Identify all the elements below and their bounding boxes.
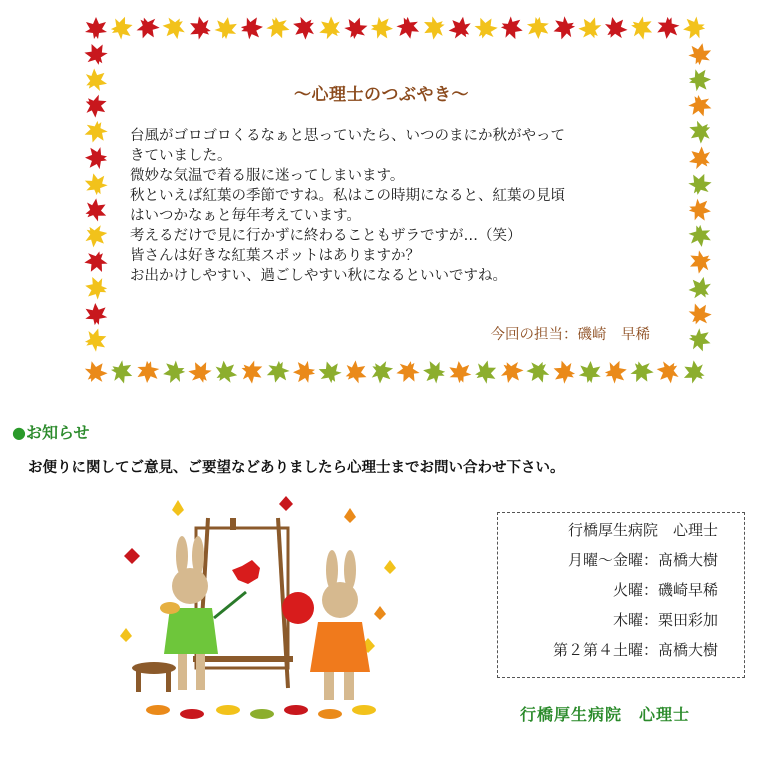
maple-leaf-icon [161, 359, 187, 385]
maple-leaf-icon [341, 357, 371, 386]
maple-leaf-icon [550, 358, 578, 386]
maple-leaf-icon [679, 357, 709, 386]
green-bullet-icon: ● [12, 423, 26, 442]
maple-leaf-icon [85, 147, 108, 170]
maple-leaf-icon [471, 14, 501, 43]
maple-leaf-icon [687, 41, 712, 67]
schedule-box [497, 512, 745, 678]
maple-leaf-icon [84, 171, 109, 198]
maple-leaf-icon [472, 358, 501, 386]
column-line: 皆さんは好きな紅葉スポットはありますか？ [130, 248, 420, 264]
maple-leaf-icon [656, 16, 681, 41]
maple-leaf-icon [185, 357, 215, 386]
maple-leaf-icon [84, 357, 111, 386]
column-line: はいつかなぁと毎年考えています。 [130, 208, 361, 224]
maple-leaf-icon [84, 195, 111, 225]
column-line: 考えるだけで見に行かずに終わることもザラですが…（笑） [130, 228, 522, 244]
maple-leaf-icon [627, 357, 657, 386]
column-line: お出かけしやすい、過ごしやすい秋になるといいですね。 [130, 268, 507, 284]
schedule-row: 月曜～金曜：髙橋大樹 [567, 551, 718, 569]
maple-leaf-icon [265, 359, 292, 386]
maple-leaf-icon [133, 14, 163, 43]
maple-leaf-icon [108, 358, 136, 386]
maple-leaf-icon [499, 15, 526, 42]
notice-heading [12, 420, 90, 443]
maple-leaf-icon [158, 14, 189, 44]
maple-leaf-icon [685, 143, 712, 174]
maple-leaf-icon [603, 359, 629, 385]
maple-leaf-icon [684, 272, 712, 303]
maple-leaf-icon [136, 360, 160, 384]
column-line: 台風がゴロゴロくるなぁと思っていたら、いつのまにか秋がやって [130, 128, 565, 144]
maple-leaf-icon [316, 358, 343, 385]
column-line: 微妙な気温で着る服に迷ってしまいます。 [130, 168, 405, 184]
maple-leaf-icon [685, 117, 712, 148]
maple-leaf-icon [523, 357, 554, 386]
maple-leaf-icon [85, 17, 107, 39]
maple-leaf-icon [687, 223, 712, 248]
notice-text: お便りに関してご意見、ご要望などありましたら心理士までお問い合わせ下さい。 [28, 460, 565, 476]
maple-leaf-icon [575, 14, 606, 43]
maple-leaf-icon [627, 14, 656, 43]
maple-leaf-icon [497, 357, 528, 386]
maple-leaf-icon [444, 14, 475, 44]
maple-leaf-icon [682, 16, 707, 41]
footer-signature: 行橋厚生病院 心理士 [520, 705, 691, 724]
maple-leaf-icon [84, 220, 112, 251]
maple-leaf-icon [686, 326, 712, 353]
maple-leaf-icon [419, 14, 449, 43]
maple-leaf-icon [686, 170, 712, 199]
maple-leaf-icon [685, 247, 712, 276]
maple-leaf-icon [315, 14, 346, 43]
maple-leaf-icon [652, 356, 683, 386]
column-author: 今回の担当：磯崎 早稀 [490, 327, 650, 343]
schedule-row: 第２第４土曜：髙橋大樹 [552, 641, 718, 659]
maple-leaf-icon [264, 14, 293, 42]
column-body [130, 126, 660, 286]
stool [132, 662, 176, 692]
maple-leaf-icon [601, 14, 632, 43]
maple-leaf-icon [84, 118, 110, 146]
easel [193, 518, 293, 688]
maple-leaf-icon [393, 357, 422, 386]
maple-leaf-icon [84, 39, 111, 68]
maple-leaf-icon [685, 299, 712, 329]
maple-leaf-icon [550, 14, 578, 42]
rabbits-easel-image [118, 488, 398, 728]
maple-leaf-icon [84, 247, 111, 277]
ground-leaves [146, 705, 376, 719]
maple-leaf-icon [421, 359, 446, 384]
maple-leaf-icon [342, 14, 370, 42]
rabbit-apple [282, 550, 370, 700]
column-line: きていました。 [130, 148, 232, 164]
maple-leaf-icon [578, 360, 601, 383]
maple-leaf-icon [84, 302, 107, 325]
column-title: ～心理士のつぶやき～ [294, 85, 469, 105]
maple-leaf-icon [237, 357, 267, 386]
schedule-row: 行橋厚生病院 心理士 [567, 521, 718, 539]
schedule-row: 木曜：栗田彩加 [612, 611, 718, 629]
maple-leaf-icon [84, 275, 109, 301]
maple-leaf-icon [289, 14, 320, 43]
maple-leaf-icon [688, 198, 712, 223]
maple-leaf-icon [395, 15, 421, 41]
column-line: 秋といえば紅葉の季節ですね。私はこの時期になると、紅葉の見頃 [130, 188, 565, 204]
maple-leaf-icon [527, 17, 550, 40]
maple-leaf-icon [370, 16, 393, 39]
notice-heading-text: お知らせ [25, 423, 90, 442]
maple-leaf-icon [448, 360, 473, 385]
maple-leaf-icon [213, 15, 238, 40]
maple-leaf-icon [366, 356, 397, 386]
maple-leaf-icon [108, 14, 135, 41]
rabbits-painting-illustration [118, 488, 398, 728]
maple-leaf-icon [185, 14, 214, 43]
maple-leaf-icon [293, 361, 315, 383]
maple-leaf-icon [240, 16, 264, 40]
schedule-row: 火曜：磯崎早稀 [612, 581, 718, 599]
maple-leaf-icon [84, 326, 110, 354]
maple-leaf-icon [210, 356, 241, 386]
